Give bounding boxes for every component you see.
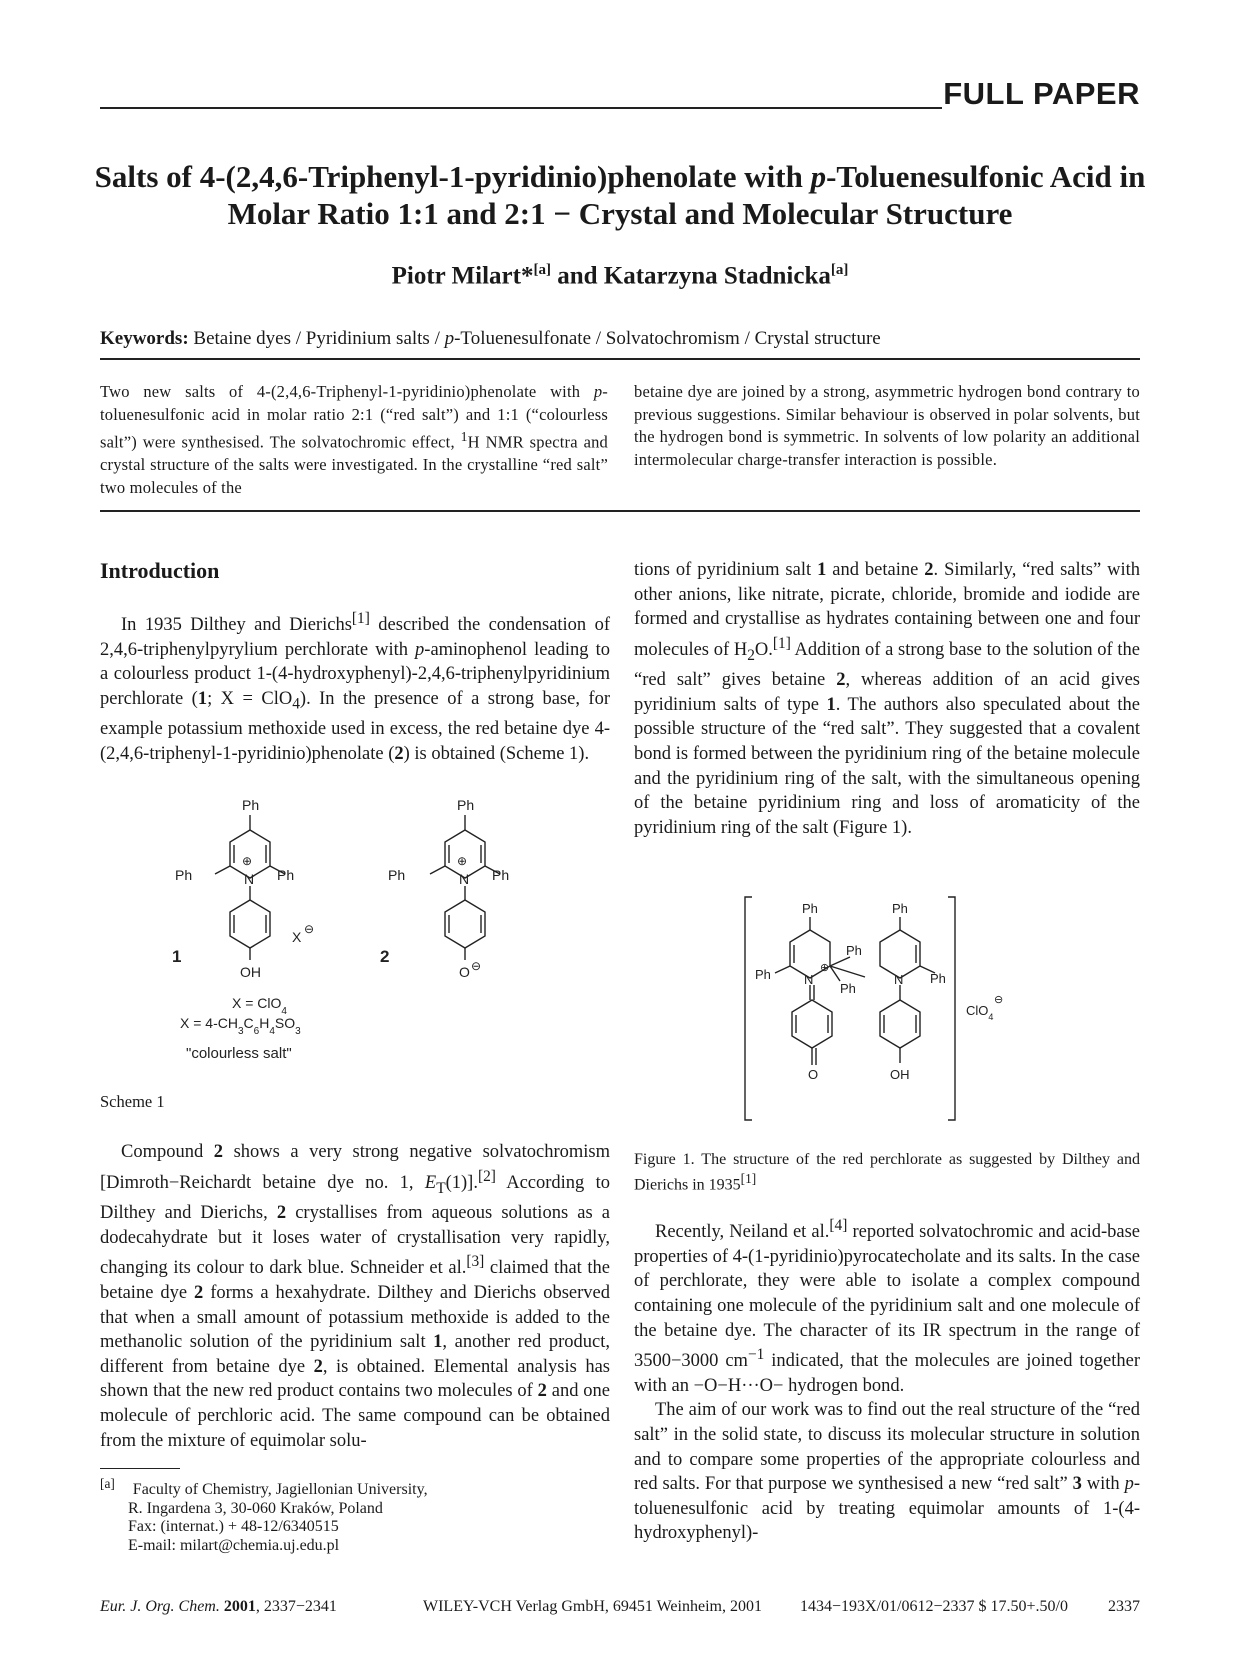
- author-1-affiliation: [a]: [533, 262, 551, 278]
- minus-charge: ⊖: [994, 994, 1004, 1006]
- compound-1-number: 1: [172, 947, 182, 966]
- issn-line: 1434−193X/01/0612−2337 $ 17.50+.50/0: [800, 1598, 1068, 1615]
- abstract-rule: [100, 510, 1140, 512]
- scheme-labels: [172, 797, 509, 1062]
- nitrogen-label: N: [244, 871, 255, 887]
- ph-label: Ph: [492, 867, 510, 883]
- author-connector: and: [550, 262, 604, 290]
- figure-1-bonds: [745, 897, 955, 1120]
- oxygen-label: O: [459, 964, 470, 980]
- nitrogen-label: N: [804, 972, 814, 987]
- footnote-line: R. Ingardena 3, 30-060 Kraków, Poland: [128, 1499, 383, 1517]
- compound-1-bonds: [215, 815, 285, 960]
- title-line-2: Molar Ratio 1:1 and 2:1 − Crystal and Molecular Structure: [227, 196, 1013, 231]
- anion-label: X: [292, 929, 302, 945]
- publisher-line: WILEY-VCH Verlag GmbH, 69451 Weinheim, 2001: [423, 1598, 762, 1615]
- journal-name: Eur. J. Org. Chem.: [100, 1598, 220, 1615]
- author-2: Katarzyna Stadnicka: [603, 262, 831, 290]
- author-1: Piotr Milart*: [391, 262, 534, 290]
- footnote-line: E-mail: milart@chemia.uj.edu.pl: [128, 1536, 340, 1554]
- ph-label: Ph: [840, 981, 856, 996]
- introduction-heading: Introduction: [100, 558, 220, 583]
- abstract-right: betaine dye are joined by a strong, asymmetric hydrogen bond contrary to previous suggestions. Similar behaviour is observed in polar solvents, but the hydrogen bond is symmetric. In solvents of low polarity an additional intermolecular charge-transfer interaction is possible.: [634, 382, 1140, 469]
- journal-citation: [100, 1598, 337, 1616]
- x-clo4-label: X = ClO$_4$: [232, 995, 287, 1017]
- nitrogen-label: N: [894, 972, 904, 987]
- minus-charge: ⊖: [304, 922, 315, 936]
- footnote-mark: [a]: [100, 1476, 115, 1491]
- section-label: FULL PAPER: [943, 76, 1140, 111]
- figure-1-caption: Figure 1. The structure of the red perchlorate as suggested by Dilthey and Dierichs in 1935[1]: [634, 1151, 1140, 1194]
- authors: [100, 262, 1140, 290]
- footnote-line: Faculty of Chemistry, Jagiellonian University,: [132, 1481, 428, 1499]
- author-2-affiliation: [a]: [830, 262, 849, 278]
- ph-label: Ph: [242, 797, 260, 813]
- intro-paragraph-2: Compound 2 shows a very strong negative solvatochromism [Dimroth−Reichardt betaine dye no. 1, $E_T(1)].[2]$ According to Dilthey and Dierichs, 2 crystallises from aqueous solutions as a dodecahydrate but it loses water of crystallisation very rapidly, changing its colour to dark blue. Schneider et al.[3] claimed that the betaine dye 2 forms a hexahydrate. Dilthey and Dierichs observed that when a small amount of potassium methoxide is added to the methanolic solution of the pyridinium salt 1, another red product, different from betaine dye 2, is obtained. Elemental analysis has shown that the new red product contains two molecules of 2 and one molecule of perchloric acid. The same compound can be obtained from the mixture of equimolar solu-: [100, 1142, 611, 1451]
- ph-label: Ph: [892, 901, 908, 916]
- header-rule: [100, 107, 942, 109]
- title-line-1: Salts of 4-(2,4,6-Triphenyl-1-pyridinio)phenolate with p-Toluenesulfonic Acid in: [94, 159, 1146, 194]
- footnote-rule: [100, 1468, 180, 1469]
- hydroxyl-label: OH: [890, 1067, 910, 1082]
- affiliation-footnote: [100, 1475, 428, 1555]
- keywords: [100, 328, 881, 350]
- keywords-text: Betaine dyes / Pyridinium salts / p-Toluenesulfonate / Solvatochromism / Crystal structure: [193, 328, 881, 349]
- scheme-1-structures: [170, 790, 510, 1075]
- nitrogen-label: N: [459, 871, 470, 887]
- footnote-line: Fax: (internat.) + 48-12/6340515: [128, 1518, 339, 1536]
- oxygen-label: O: [808, 1067, 819, 1082]
- ph-label: Ph: [457, 797, 475, 813]
- figure-1-labels: [755, 901, 1003, 1082]
- compound-2-number: 2: [380, 947, 390, 966]
- abstract-left: Two new salts of 4-(2,4,6-Triphenyl-1-pyridinio)phenolate with p-toluenesulfonic acid in molar ratio 2:1 (“red salt”) and 1:1 (“colourless salt”) were synthesised. The solvatochromic effect, $^1$H NMR spectra and crystal structure of the salts were investigated. In the crystalline “red salt” two molecules of the: [100, 382, 608, 497]
- minus-charge: ⊖: [471, 959, 482, 973]
- plus-charge: ⊕: [820, 962, 830, 974]
- compound-2-bonds: [430, 815, 500, 960]
- perchlorate-label: ClO$_4$: [966, 1003, 994, 1022]
- x-tosylate-label: $X = 4-CH_3C_6H_4SO_3$: [180, 1015, 301, 1037]
- journal-year: 2001: [223, 1598, 256, 1615]
- figure-1-structure: [740, 895, 1040, 1125]
- intro-paragraph-3: tions of pyridinium salt 1 and betaine 2. Similarly, “red salts” with other anions, like nitrate, picrate, chloride, bromide and iodide are formed and crystallise as hydrates containing between one and four molecules of $H_2O.[1]$ Addition of a strong base to the solution of the “red salt” gives betaine 2, whereas addition of an acid gives pyridinium salts of type 1. The authors also speculated about the possible structure of the “red salt”. They suggested that a covalent bond is formed between the pyridinium ring of the betaine molecule and the pyridinium ring of the salt, with the simultaneous opening of the betaine pyridinium ring and loss of aromaticity of the pyridinium ring of the salt (Figure 1).: [634, 560, 1141, 838]
- keywords-label: Keywords:: [100, 328, 189, 349]
- plus-charge: ⊕: [242, 854, 253, 868]
- intro-paragraphs-4-5: Recently, Neiland et al.[4] reported solvatochromic and acid-base properties of 4-(1-pyridinio)pyrocatecholate and its salts. In the case of perchlorate, they were able to isolate a complex compound containing one molecule of the pyridinium salt and one molecule of the betaine dye. The character of its IR spectrum in the range of 3500−3000 $cm^{-1}$ indicated, that the molecules are joined together with an −O−H···O− hydrogen bond. The aim of our work was to find out the real structure of the “red salt” in the solid state, to discuss its molecular structure in solution and to compare some properties of the appropriate colourless and red salts. For that purpose we synthesised a new “red salt” 3 with p-toluenesulfonic acid by treating equimolar amounts of 1-(4-hydroxyphenyl)-: [634, 1217, 1141, 1544]
- paper-title: [90, 158, 1150, 232]
- journal-pages: , 2337−2341: [255, 1598, 337, 1615]
- ph-label: Ph: [755, 967, 771, 982]
- keywords-rule: [100, 358, 1140, 360]
- ph-label: Ph: [930, 971, 946, 986]
- ph-label: Ph: [277, 867, 295, 883]
- hydroxyl-label: OH: [240, 964, 261, 980]
- colourless-salt-label: "colourless salt": [186, 1045, 292, 1062]
- page-number: 2337: [1108, 1598, 1140, 1615]
- ph-label: Ph: [846, 943, 862, 958]
- ph-label: Ph: [388, 867, 406, 883]
- ph-label: Ph: [175, 867, 193, 883]
- ph-label: Ph: [802, 901, 818, 916]
- intro-paragraph-1: In 1935 Dilthey and Dierichs[1] described the condensation of 2,4,6-triphenylpyrylium perchlorate with p-aminophenol leading to a colourless product 1-(4-hydroxyphenyl)-2,4,6-triphenylpyridinium perchlorate (1; X = ClO$_4$). In the presence of a strong base, for example potassium methoxide used in excess, the red betaine dye 4-(2,4,6-triphenyl-1-pyridinio)phenolate (2) is obtained (Scheme 1).: [100, 610, 610, 764]
- scheme-1-label: Scheme 1: [100, 1092, 165, 1111]
- plus-charge: ⊕: [457, 854, 468, 868]
